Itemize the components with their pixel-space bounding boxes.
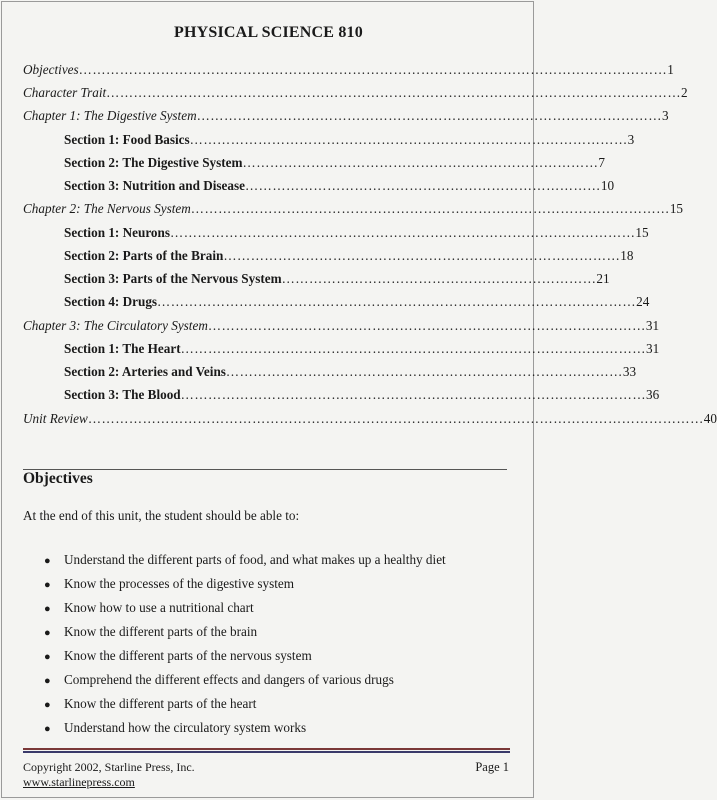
toc-dot-leader: …………………………………………………………………………………… bbox=[189, 132, 628, 147]
toc-dot-leader: …………………………………………………………………………… bbox=[223, 248, 621, 263]
toc-entry bbox=[64, 294, 650, 310]
toc-entry-label: Section 1: The Heart bbox=[64, 341, 181, 356]
toc-entry-label: Chapter 2: The Nervous System bbox=[23, 201, 191, 216]
toc-dot-leader: ………………………………………………………………………………………… bbox=[180, 341, 646, 356]
bullet-icon: ● bbox=[44, 675, 51, 687]
bullet-icon: ● bbox=[44, 627, 51, 639]
toc-entry-page: 18 bbox=[620, 248, 634, 263]
toc-dot-leader: …………………………………………………………………… bbox=[242, 155, 599, 170]
list-item bbox=[44, 576, 294, 592]
toc-entry bbox=[64, 132, 635, 148]
toc-entry-page: 1 bbox=[667, 62, 674, 77]
toc-entry bbox=[23, 85, 688, 101]
toc-entry-label: Objectives bbox=[23, 62, 79, 77]
document-title: PHYSICAL SCIENCE 810 bbox=[174, 24, 363, 41]
toc-dot-leader: …………………………………………………………………………………………… bbox=[157, 294, 637, 309]
toc-dot-leader: ……………………………………………………………………………………………………………………… bbox=[87, 411, 704, 426]
bullet-icon: ● bbox=[44, 723, 51, 735]
list-item-text: Comprehend the different effects and dangers of various drugs bbox=[64, 672, 394, 687]
toc-entry-label: Section 3: Parts of the Nervous System bbox=[64, 271, 282, 286]
toc-entry bbox=[64, 341, 660, 357]
toc-entry-page: 33 bbox=[622, 364, 637, 379]
website-link[interactable]: www.starlinepress.com bbox=[23, 775, 135, 789]
toc-entry-label: Section 3: The Blood bbox=[64, 387, 181, 402]
list-item bbox=[44, 648, 312, 664]
list-item bbox=[44, 552, 446, 568]
list-item bbox=[44, 720, 306, 736]
toc-dot-leader: ………………………………………………………………………………………… bbox=[170, 225, 636, 240]
list-item-text: Know the different parts of the brain bbox=[64, 624, 258, 639]
list-item-text: Know how to use a nutritional chart bbox=[64, 600, 254, 615]
toc-entry-label: Section 4: Drugs bbox=[64, 294, 158, 309]
toc-entry-page: 7 bbox=[598, 155, 605, 170]
toc-entry bbox=[64, 248, 634, 264]
toc-dot-leader: ………………………………………………………………………………………………………………… bbox=[78, 62, 668, 77]
bullet-icon: ● bbox=[44, 699, 51, 711]
toc-entry bbox=[64, 364, 637, 380]
toc-dot-leader: ……………………………………………………………………………………………………………… bbox=[106, 85, 682, 100]
toc-entry-page: 2 bbox=[681, 85, 688, 100]
copyright-text: Copyright 2002, Starline Press, Inc. bbox=[23, 760, 195, 774]
page-number: Page 1 bbox=[475, 760, 509, 774]
toc-entry bbox=[23, 108, 669, 124]
toc-entry-page: 15 bbox=[635, 225, 649, 240]
bullet-icon: ● bbox=[44, 579, 51, 591]
bullet-icon: ● bbox=[44, 555, 51, 567]
list-item-text: Know the different parts of the heart bbox=[64, 696, 257, 711]
list-item-text: Know the processes of the digestive system bbox=[64, 576, 295, 591]
toc-entry-label: Section 3: Nutrition and Disease bbox=[64, 178, 245, 193]
toc-entry-page: 31 bbox=[645, 318, 660, 333]
list-item-text: Understand how the circulatory system works bbox=[64, 720, 307, 735]
bullet-icon: ● bbox=[44, 651, 51, 663]
toc-entry-page: 40 bbox=[703, 411, 717, 426]
toc-entry-label: Unit Review bbox=[23, 411, 88, 426]
toc-entry bbox=[23, 411, 717, 427]
objectives-divider bbox=[23, 469, 507, 470]
toc-dot-leader: …………………………………………………………………… bbox=[244, 178, 601, 193]
footer-rule-bottom bbox=[23, 751, 510, 753]
toc-entry-label: Section 2: Parts of the Brain bbox=[64, 248, 224, 263]
toc-entry bbox=[64, 225, 649, 241]
toc-entry-label: Chapter 3: The Circulatory System bbox=[23, 318, 208, 333]
toc-entry-label: Section 1: Neurons bbox=[64, 225, 170, 240]
toc-entry-page: 36 bbox=[646, 387, 660, 402]
footer-left bbox=[23, 760, 195, 790]
toc-entry bbox=[64, 271, 610, 287]
objectives-heading: Objectives bbox=[23, 470, 93, 487]
toc-entry-page: 24 bbox=[636, 294, 650, 309]
list-item bbox=[44, 624, 257, 640]
toc-entry-page: 3 bbox=[627, 132, 635, 147]
toc-entry bbox=[23, 201, 684, 217]
list-item-text: Understand the different parts of food, and what makes up a healthy diet bbox=[64, 552, 446, 567]
toc-entry bbox=[23, 318, 660, 334]
list-item bbox=[44, 672, 394, 688]
toc-entry bbox=[64, 155, 605, 171]
toc-entry-label: Section 1: Food Basics bbox=[64, 132, 190, 147]
toc-entry-page: 15 bbox=[669, 201, 684, 216]
list-item bbox=[44, 600, 254, 616]
toc-entry-label: Section 2: The Digestive System bbox=[64, 155, 243, 170]
bullet-icon: ● bbox=[44, 603, 51, 615]
toc-entry-page: 21 bbox=[596, 271, 610, 286]
toc-dot-leader: ………………………………………………………………………………………… bbox=[196, 108, 662, 123]
toc-entry bbox=[64, 178, 615, 194]
toc-entry-page: 31 bbox=[645, 341, 660, 356]
toc-entry-label: Chapter 1: The Digestive System bbox=[23, 108, 197, 123]
toc-dot-leader: ………………………………………………………………………………………… bbox=[180, 387, 647, 402]
list-item bbox=[44, 696, 256, 712]
toc-entry-page: 10 bbox=[600, 178, 615, 193]
list-item-text: Know the different parts of the nervous system bbox=[64, 648, 312, 663]
objectives-intro: At the end of this unit, the student should be able to: bbox=[23, 508, 300, 523]
footer-rule-top bbox=[23, 748, 510, 750]
toc-dot-leader: …………………………………………………………………………………………… bbox=[190, 201, 670, 216]
toc-entry-label: Character Trait bbox=[23, 85, 107, 100]
toc-dot-leader: …………………………………………………………………………… bbox=[225, 364, 623, 379]
toc-entry-label: Section 2: Arteries and Veins bbox=[64, 364, 226, 379]
toc-entry bbox=[23, 62, 674, 78]
toc-dot-leader: …………………………………………………………………………………… bbox=[207, 318, 646, 333]
toc-entry bbox=[64, 387, 660, 403]
toc-entry-page: 3 bbox=[661, 108, 669, 123]
toc-dot-leader: …………………………………………………………… bbox=[281, 271, 597, 286]
